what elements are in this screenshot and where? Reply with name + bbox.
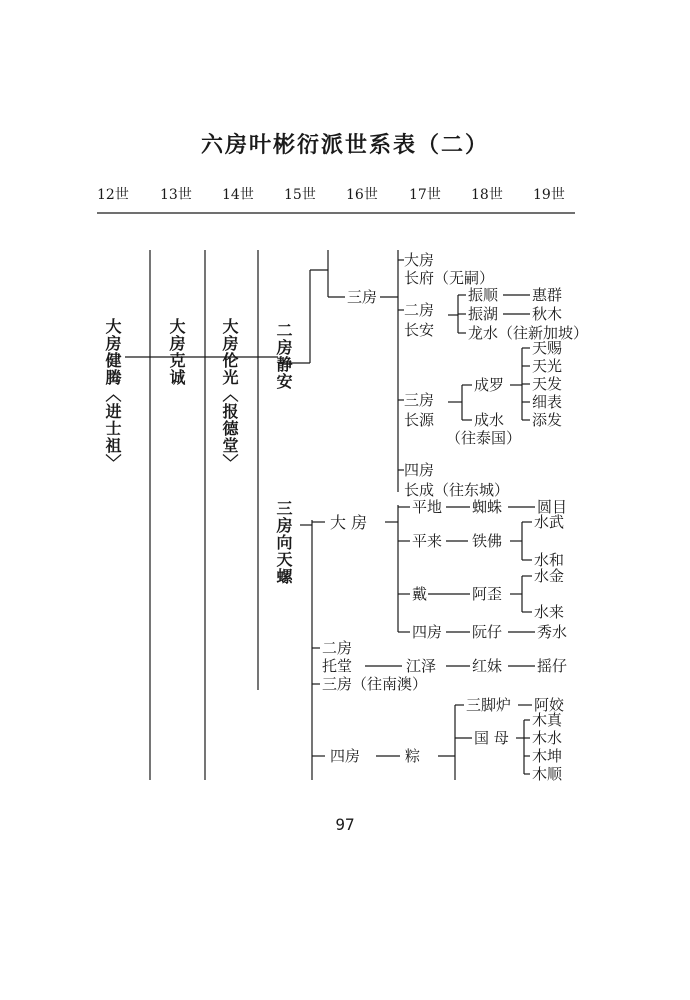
node-dafang-label: 大房: [404, 251, 435, 269]
generation-header-13: 13世: [160, 187, 192, 203]
page-number: 97: [335, 815, 355, 834]
ancestor-g15-jingan: 二房静安: [274, 322, 293, 390]
node-chengshui-note: （往泰国）: [446, 429, 522, 447]
node-pinglai: 平来: [412, 532, 443, 550]
node-mukun: 木坤: [532, 747, 563, 765]
node-shuijin: 水金: [534, 567, 565, 585]
node-tianci: 天赐: [532, 339, 563, 357]
generation-header-12: 12世: [97, 187, 129, 203]
node-sanfang2-label: 三房: [404, 391, 435, 409]
node-guomu: 国 母: [474, 729, 509, 747]
node-zhenhu: 振湖: [468, 305, 499, 323]
node-huiqun: 惠群: [532, 286, 563, 304]
node-yuanmu: 圆目: [537, 498, 568, 516]
node-changfu: 长府（无嗣）: [404, 269, 495, 287]
node-chengluo: 成罗: [474, 376, 505, 394]
node-dafang-xt: 大 房: [330, 513, 368, 532]
node-erfang-label: 二房: [404, 301, 435, 319]
node-sanfang: 三房: [347, 288, 378, 306]
node-qiumu: 秋木: [532, 305, 563, 323]
generation-header-16: 16世: [346, 187, 378, 203]
generation-header-18: 18世: [471, 187, 503, 203]
node-xiushui: 秀水: [537, 623, 568, 641]
ancestor-g15-xiangtian: 三房向天螺: [274, 500, 293, 585]
ancestor-g13: 大房克诚: [167, 318, 186, 386]
node-dai: 戴: [412, 585, 428, 603]
node-zhizhu: 蜘蛛: [472, 498, 503, 516]
node-tianguang: 天光: [532, 357, 563, 375]
generation-header-14: 14世: [222, 187, 254, 203]
node-shuiwu: 水武: [534, 513, 565, 531]
node-sifang2-xt: 四房: [330, 747, 361, 765]
generation-header-19: 19世: [533, 187, 565, 203]
node-ajiao: 阿姣: [534, 696, 565, 714]
node-sanfang-xt: 三房（往南澳）: [322, 675, 428, 693]
node-sanjiaolu: 三脚炉: [466, 696, 512, 714]
node-mushun: 木顺: [532, 765, 563, 783]
node-muzhen: 木真: [532, 711, 563, 729]
node-zhenshun: 振顺: [468, 286, 499, 304]
node-ruanzai: 阮仔: [472, 623, 503, 641]
node-chengshui: 成水: [474, 411, 505, 429]
generation-header-15: 15世: [284, 187, 316, 203]
node-erfang-xt: 二房: [322, 639, 353, 657]
node-sifang-xt: 四房: [412, 623, 443, 641]
node-longshui: 龙水（往新加坡）: [468, 324, 589, 342]
ancestor-g14: 大房伦光〈报德堂〉: [220, 318, 239, 471]
node-sifang-label: 四房: [404, 461, 435, 479]
node-zong: 粽: [405, 747, 421, 765]
node-xibiao: 细表: [532, 393, 563, 411]
node-yaozai: 摇仔: [537, 657, 568, 675]
node-pingdi: 平地: [412, 498, 443, 516]
node-shuihe: 水和: [534, 551, 565, 569]
node-changan: 长安: [404, 321, 435, 339]
node-changyuan: 长源: [404, 411, 435, 429]
node-tiefo: 铁佛: [472, 532, 503, 550]
node-tianfa2: 添发: [532, 411, 563, 429]
node-awai: 阿歪: [472, 585, 503, 603]
ancestor-g12: 大房健腾〈进士祖〉: [103, 318, 122, 471]
generation-header-17: 17世: [409, 187, 441, 203]
node-tianfa: 天发: [532, 375, 563, 393]
node-mushui: 木水: [532, 729, 563, 747]
node-shuilai: 水来: [534, 603, 565, 621]
node-changcheng: 长成（往东城）: [404, 481, 510, 499]
node-hongmei: 红妹: [472, 657, 503, 675]
node-tuotang: 托堂: [322, 657, 353, 675]
page-title: 六房叶彬衍派世系表（二）: [200, 132, 489, 158]
node-jiangze: 江泽: [406, 657, 437, 675]
